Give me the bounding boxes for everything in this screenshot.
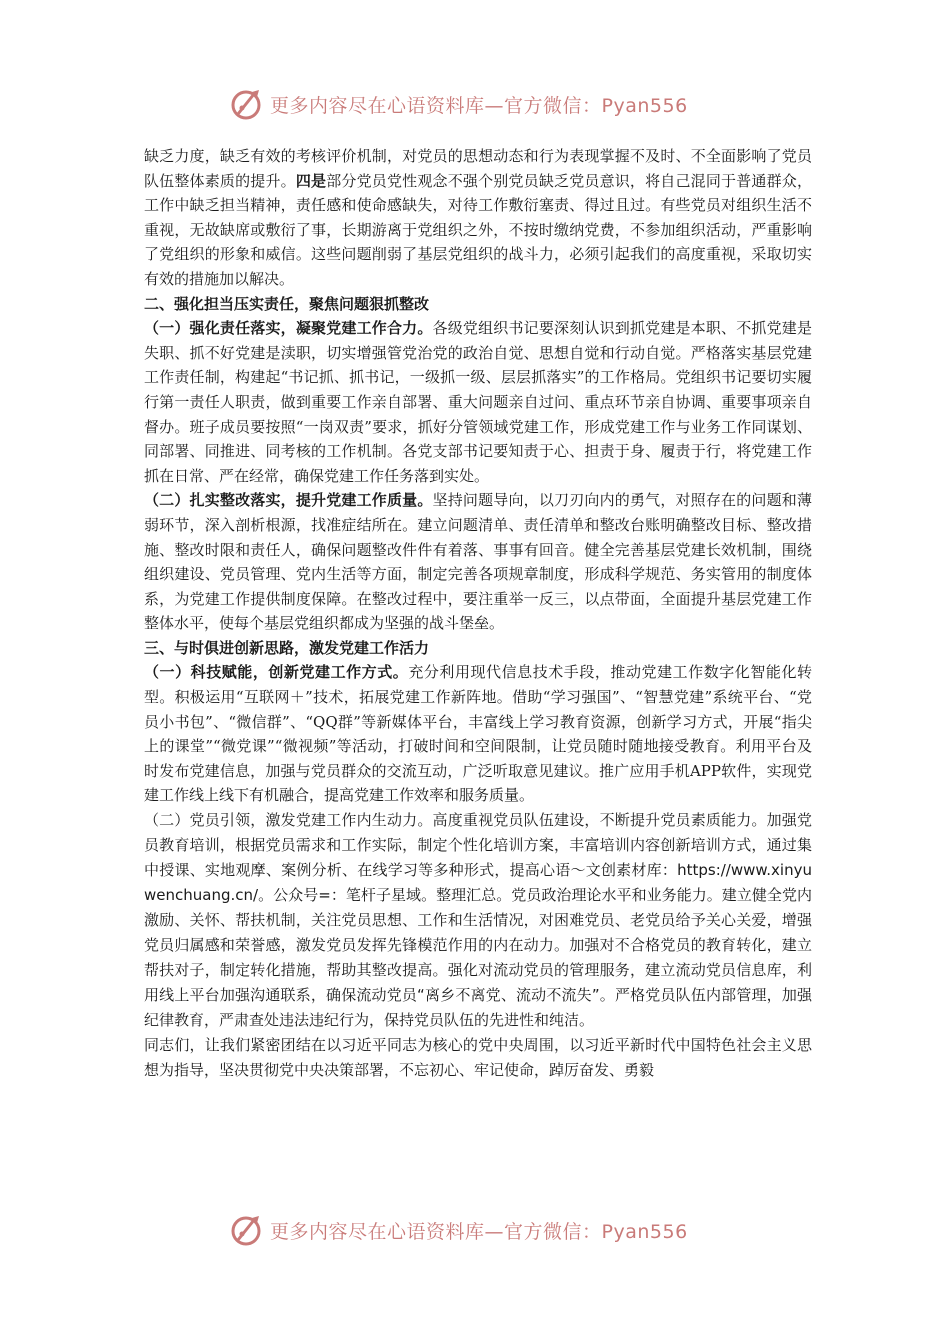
header-banner-text: 更多内容尽在心语资料库—官方微信：Pyan556 <box>270 94 688 117</box>
brush-logo-icon <box>228 86 264 122</box>
paragraph-4: （一）科技赋能，创新党建工作方式。充分利用现代信息技术手段，推动党建工作数字化智能化转型。积极运用“互联网＋”技术，拓展党建工作新阵地。借助“学习强国”、“智慧党建”系统平台、“党员小书包”、“微信群”、“QQ群”等新媒体平台，丰富线上学习教育资源，创新学习方式，开展“指尖上的课堂”“微党课”“微视频”等活动，打破时间和空间限制，让党员随时随地接受教育。利用平台及时发布党建信息，加强与党员群众的交流互动，广泛听取意见建议。推广应用手机APP软件，实现党建工作线上线下有机融合，提高党建工作效率和服务质量。 <box>144 663 812 805</box>
paragraph-2: （一）强化责任落实，凝聚党建工作合力。各级党组织书记要深刻认识到抓党建是本职、不抓党建是失职、抓不好党建是渎职，切实增强管党治党的政治自觉、思想自觉和行动自觉。严格落实基层党建工作责任制，构建起“书记抓、抓书记，一级抓一级、层层抓落实”的工作格局。党组织书记要切实履行第一责任人职责，做到重要工作亲自部署、重大问题亲自过问、重点环节亲自协调、重要事项亲自督办。班子成员要按照“一岗双责”要求，抓好分管领域党建工作，形成党建工作与业务工作同谋划、同部署、同推进、同考核的工作机制。各党支部书记要知责于心、担责于身、履责于行，将党建工作抓在日常、严在经常，确保党建工作任务落到实处。 <box>144 319 812 485</box>
paragraph-1: 缺乏力度，缺乏有效的考核评价机制，对党员的思想动态和行为表现掌握不及时、不全面影响了党员队伍整体素质的提升。四是部分党员党性观念不强个别党员缺乏党员意识，将自己混同于普通群众，工作中缺乏担当精神，责任感和使命感缺失，对待工作敷衍塞责、得过且过。有些党员对组织生活不重视，无故缺席或敷衍了事，长期游离于党组织之外，不按时缴纳党费，不参加组织活动，严重影响了党组织的形象和威信。这些问题削弱了基层党组织的战斗力，必须引起我们的高度重视，采取切实有效的措施加以解决。 <box>144 147 812 288</box>
section-heading-3: 三、与时俱进创新思路，激发党建工作活力 <box>144 638 430 657</box>
brush-logo-icon <box>228 1212 264 1248</box>
header-banner <box>228 84 688 124</box>
paragraph-3: （二）扎实整改落实，提升党建工作质量。坚持问题导向，以刀刃向内的勇气，对照存在的问题和薄弱环节，深入剖析根源，找准症结所在。建立问题清单、责任清单和整改台账明确整改目标、整改措施、整改时限和责任人，确保问题整改件件有着落、事事有回音。健全完善基层党建长效机制，围绕组织建设、党员管理、党内生活等方面，制定完善各项规章制度，形成科学规范、务实管用的制度体系，为党建工作提供制度保障。在整改过程中，要注重举一反三，以点带面，全面提升基层党建工作整体水平，使每个基层党组织都成为坚强的战斗堡垒。 <box>144 491 812 633</box>
document-body <box>144 144 812 1082</box>
footer-banner-text: 更多内容尽在心语资料库—官方微信：Pyan556 <box>270 1220 688 1243</box>
section-heading-2: 二、强化担当压实责任，聚焦问题狠抓整改 <box>144 294 430 313</box>
paragraph-6: 同志们，让我们紧密团结在以习近平同志为核心的党中央周围，以习近平新时代中国特色社会主义思想为指导，坚决贯彻党中央决策部署，不忘初心、牢记使命，踔厉奋发、勇毅 <box>144 1036 812 1079</box>
paragraph-5: （二）党员引领，激发党建工作内生动力。高度重视党员队伍建设，不断提升党员素质能力。加强党员教育培训，根据党员需求和工作实际，制定个性化培训方案，丰富培训内容创新培训方式，通过集中授课、实地观摩、案例分析、在线学习等多种形式，提高心语～文创素材库：https://www.xinyuwenchuang.cn/。公众号=：笔杆子星域。整理汇总。党员政治理论水平和业务能力。建立健全党内激励、关怀、帮扶机制，关注党员思想、工作和生活情况，对困难党员、老党员给予关心关爱，增强党员归属感和荣誉感，激发党员发挥先锋模范作用的内在动力。加强对不合格党员的教育转化，建立帮扶对子，制定转化措施，帮助其整改提高。强化对流动党员的管理服务，建立流动党员信息库，利用线上平台加强沟通联系，确保流动党员“离乡不离党、流动不流失”。严格党员队伍内部管理，加强纪律教育，严肃查处违法违纪行为，保持党员队伍的先进性和纯洁。 <box>144 811 812 1030</box>
footer-banner <box>228 1210 688 1250</box>
